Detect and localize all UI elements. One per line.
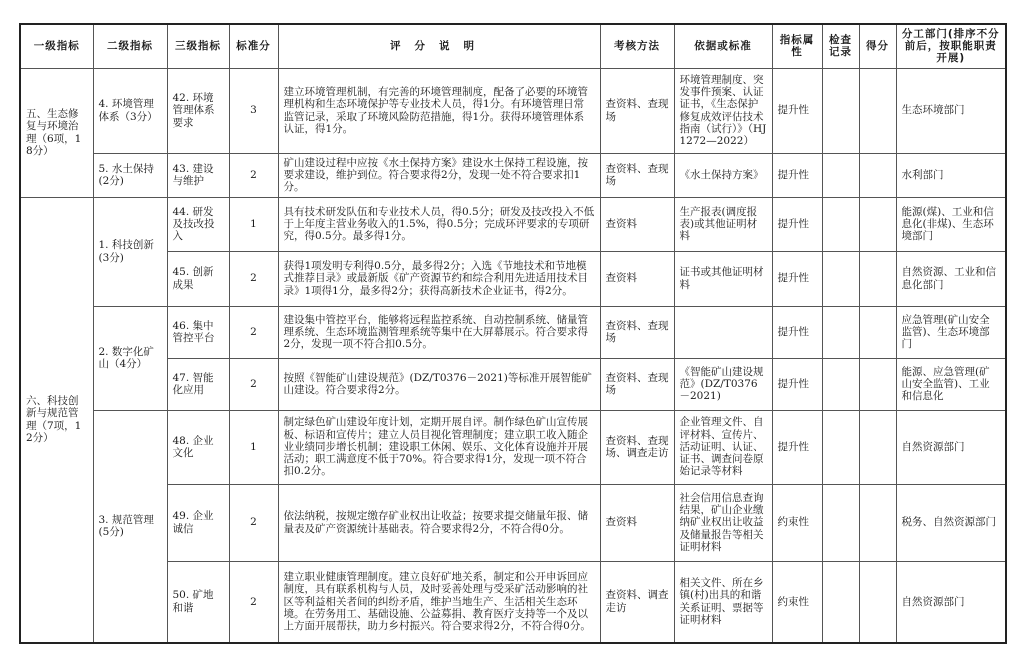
score-cell[interactable] [859,484,896,561]
level3-cell: 42. 环境管理体系要求 [167,68,229,153]
level2-cell: 2. 数字化矿山（4分） [93,306,167,410]
header-inspection-record: 检查记录 [822,24,859,68]
table-row [20,68,1006,153]
header-level3: 三级指标 [167,24,229,68]
basis-cell: 《智能矿山建设规范》(DZ/T0376－2021) [674,358,772,410]
basis-cell: 证书或其他证明材料 [674,251,772,306]
score-cell[interactable] [859,358,896,410]
standard-score-cell: 3 [229,68,278,153]
description-cell: 矿山建设过程中应按《水土保持方案》建设水土保持工程设施，按要求建设，维护到位。符合要求得2分，发现一处不符合要求扣1分。 [278,153,600,197]
method-cell: 查资料、查现场 [600,358,674,410]
header-basis: 依据或标准 [674,24,772,68]
level3-cell: 43. 建设与维护 [167,153,229,197]
method-cell: 查资料、查现场 [600,153,674,197]
department-cell: 自然资源部门 [896,410,1006,484]
attribute-cell: 提升性 [772,306,822,358]
header-row [20,24,1006,68]
inspection-record-cell[interactable] [822,561,859,643]
score-cell[interactable] [859,197,896,251]
attribute-cell: 约束性 [772,484,822,561]
description-cell: 建设集中管控平台，能够将远程监控系统、自动控制系统、储量管理系统、生态环境监测管理系统等集中在大屏幕展示。符合要求得2分，发现一项不符合扣0.5分。 [278,306,600,358]
standard-score-cell: 1 [229,197,278,251]
score-cell[interactable] [859,306,896,358]
method-cell: 查资料 [600,251,674,306]
level2-cell: 4. 环境管理体系（3分） [93,68,167,153]
score-cell[interactable] [859,561,896,643]
level2-cell: 1. 科技创新(3分) [93,197,167,306]
basis-cell: 社会信用信息查询结果，矿山企业缴纳矿业权出让收益及储量报告等相关证明材料 [674,484,772,561]
level2-cell: 5. 水土保持(2分) [93,153,167,197]
header-scoring-description: 评分说明 [278,24,600,68]
basis-cell: 相关文件、所在乡镇(村)出具的和谐关系证明、票据等证明材料 [674,561,772,643]
basis-cell [674,306,772,358]
description-cell: 按照《智能矿山建设规范》(DZ/T0376－2021)等标准开展智能矿山建设。符合要求得2分。 [278,358,600,410]
standard-score-cell: 2 [229,251,278,306]
standard-score-cell: 2 [229,306,278,358]
score-cell[interactable] [859,251,896,306]
attribute-cell: 提升性 [772,197,822,251]
header-level1: 一级指标 [20,24,93,68]
table-row [20,358,1006,410]
standard-score-cell: 2 [229,358,278,410]
department-cell: 生态环境部门 [896,68,1006,153]
method-cell: 查资料、查现场、调查走访 [600,410,674,484]
header-assessment-method: 考核方法 [600,24,674,68]
inspection-record-cell[interactable] [822,410,859,484]
inspection-record-cell[interactable] [822,197,859,251]
level3-cell: 46. 集中管控平台 [167,306,229,358]
inspection-record-cell[interactable] [822,484,859,561]
score-cell[interactable] [859,410,896,484]
level3-cell: 47. 智能化应用 [167,358,229,410]
method-cell: 查资料 [600,484,674,561]
method-cell: 查资料、查现场 [600,68,674,153]
attribute-cell: 提升性 [772,410,822,484]
basis-cell: 企业管理文件、自评材料、宣传片、活动证明、认证、证书、调查问卷原始记录等材料 [674,410,772,484]
department-cell: 应急管理(矿山安全监管)、生态环境部门 [896,306,1006,358]
inspection-record-cell[interactable] [822,68,859,153]
level1-cell: 五、生态修复与环境治理（6项，18分） [20,68,93,197]
header-score: 得分 [859,24,896,68]
level1-cell: 六、科技创新与规范管理（7项，12分） [20,197,93,643]
header-department: 分工部门(排序不分前后，按职能职责开展) [896,24,1006,68]
header-level2: 二级指标 [93,24,167,68]
description-cell: 建立职业健康管理制度。建立良好矿地关系，制定和公开申诉回应制度，具有联系机构与人员，及时妥善处理与受采矿活动影响的社区等利益相关者间的纠纷矛盾，维护当地生产、生活相关生态环境。在劳务用工、基础设施、公益募捐、教育医疗支持等一个及以上方面开展帮扶，助力乡村振兴。符合要求得2分，不符合得0分。 [278,561,600,643]
department-cell: 自然资源、工业和信息化部门 [896,251,1006,306]
level3-cell: 49. 企业诚信 [167,484,229,561]
standard-score-cell: 2 [229,484,278,561]
description-cell: 具有技术研发队伍和专业技术人员，得0.5分；研发及技改投入不低于上年度主营业务收入的1.5%，得0.5分；完成环评要求的专项研究，得0.5分。最多得1分。 [278,197,600,251]
attribute-cell: 约束性 [772,561,822,643]
inspection-record-cell[interactable] [822,153,859,197]
level3-cell: 50. 矿地和谐 [167,561,229,643]
standard-score-cell: 2 [229,153,278,197]
header-attribute: 指标属性 [772,24,822,68]
department-cell: 能源、应急管理(矿山安全监管)、工业和信息化 [896,358,1006,410]
department-cell: 自然资源部门 [896,561,1006,643]
standard-score-cell: 1 [229,410,278,484]
description-cell: 依法纳税，按规定缴存矿业权出让收益；按要求提交储量年报、储量表及矿产资源统计基础表。符合要求得2分，不符合得0分。 [278,484,600,561]
method-cell: 查资料、调查走访 [600,561,674,643]
score-cell[interactable] [859,68,896,153]
method-cell: 查资料、查现场 [600,306,674,358]
level3-cell: 48. 企业文化 [167,410,229,484]
attribute-cell: 提升性 [772,358,822,410]
table-row [20,561,1006,643]
department-cell: 能源(煤)、工业和信息化(非煤)、生态环境部门 [896,197,1006,251]
table-row [20,251,1006,306]
table-row [20,306,1006,358]
level3-cell: 44. 研发及技改投入 [167,197,229,251]
attribute-cell: 提升性 [772,68,822,153]
score-cell[interactable] [859,153,896,197]
table-row [20,410,1006,484]
table-row [20,197,1006,251]
attribute-cell: 提升性 [772,153,822,197]
description-cell: 制定绿色矿山建设年度计划，定期开展自评。制作绿色矿山宣传展板、标语和宣传片；建立人员目视化管理制度；建立职工收入随企业业绩同步增长机制；建设职工休闲、娱乐、文化体育设施并开展活动；职工满意度不低于70%。符合要求得1分，发现一项不符合扣0.2分。 [278,410,600,484]
description-cell: 获得1项发明专利得0.5分，最多得2分；入选《节地技术和节地模式推荐目录》或最新版《矿产资源节约和综合利用先进适用技术目录》1项得1分，最多得2分；获得高新技术企业证书，得2分。 [278,251,600,306]
inspection-record-cell[interactable] [822,306,859,358]
table-row [20,484,1006,561]
basis-cell: 《水土保持方案》 [674,153,772,197]
header-standard-score: 标准分 [229,24,278,68]
level2-cell: 3. 规范管理(5分) [93,410,167,643]
basis-cell: 环境管理制度、突发事件预案、认证证书，《生态保护修复成效评估技术指南（试行）》（HJ1272—2022） [674,68,772,153]
table-row [20,153,1006,197]
department-cell: 税务、自然资源部门 [896,484,1006,561]
department-cell: 水利部门 [896,153,1006,197]
inspection-record-cell[interactable] [822,358,859,410]
evaluation-table [19,23,1007,644]
basis-cell: 生产报表(调度报表)或其他证明材料 [674,197,772,251]
attribute-cell: 提升性 [772,251,822,306]
inspection-record-cell[interactable] [822,251,859,306]
method-cell: 查资料 [600,197,674,251]
level3-cell: 45. 创新成果 [167,251,229,306]
standard-score-cell: 2 [229,561,278,643]
description-cell: 建立环境管理机制，有完善的环境管理制度，配备了必要的环境管理机构和生态环境保护等专业技术人员，得1分。有环境管理日常监管记录，采取了环境风险防范措施，得1分。获得环境管理体系认证，得1分。 [278,68,600,153]
